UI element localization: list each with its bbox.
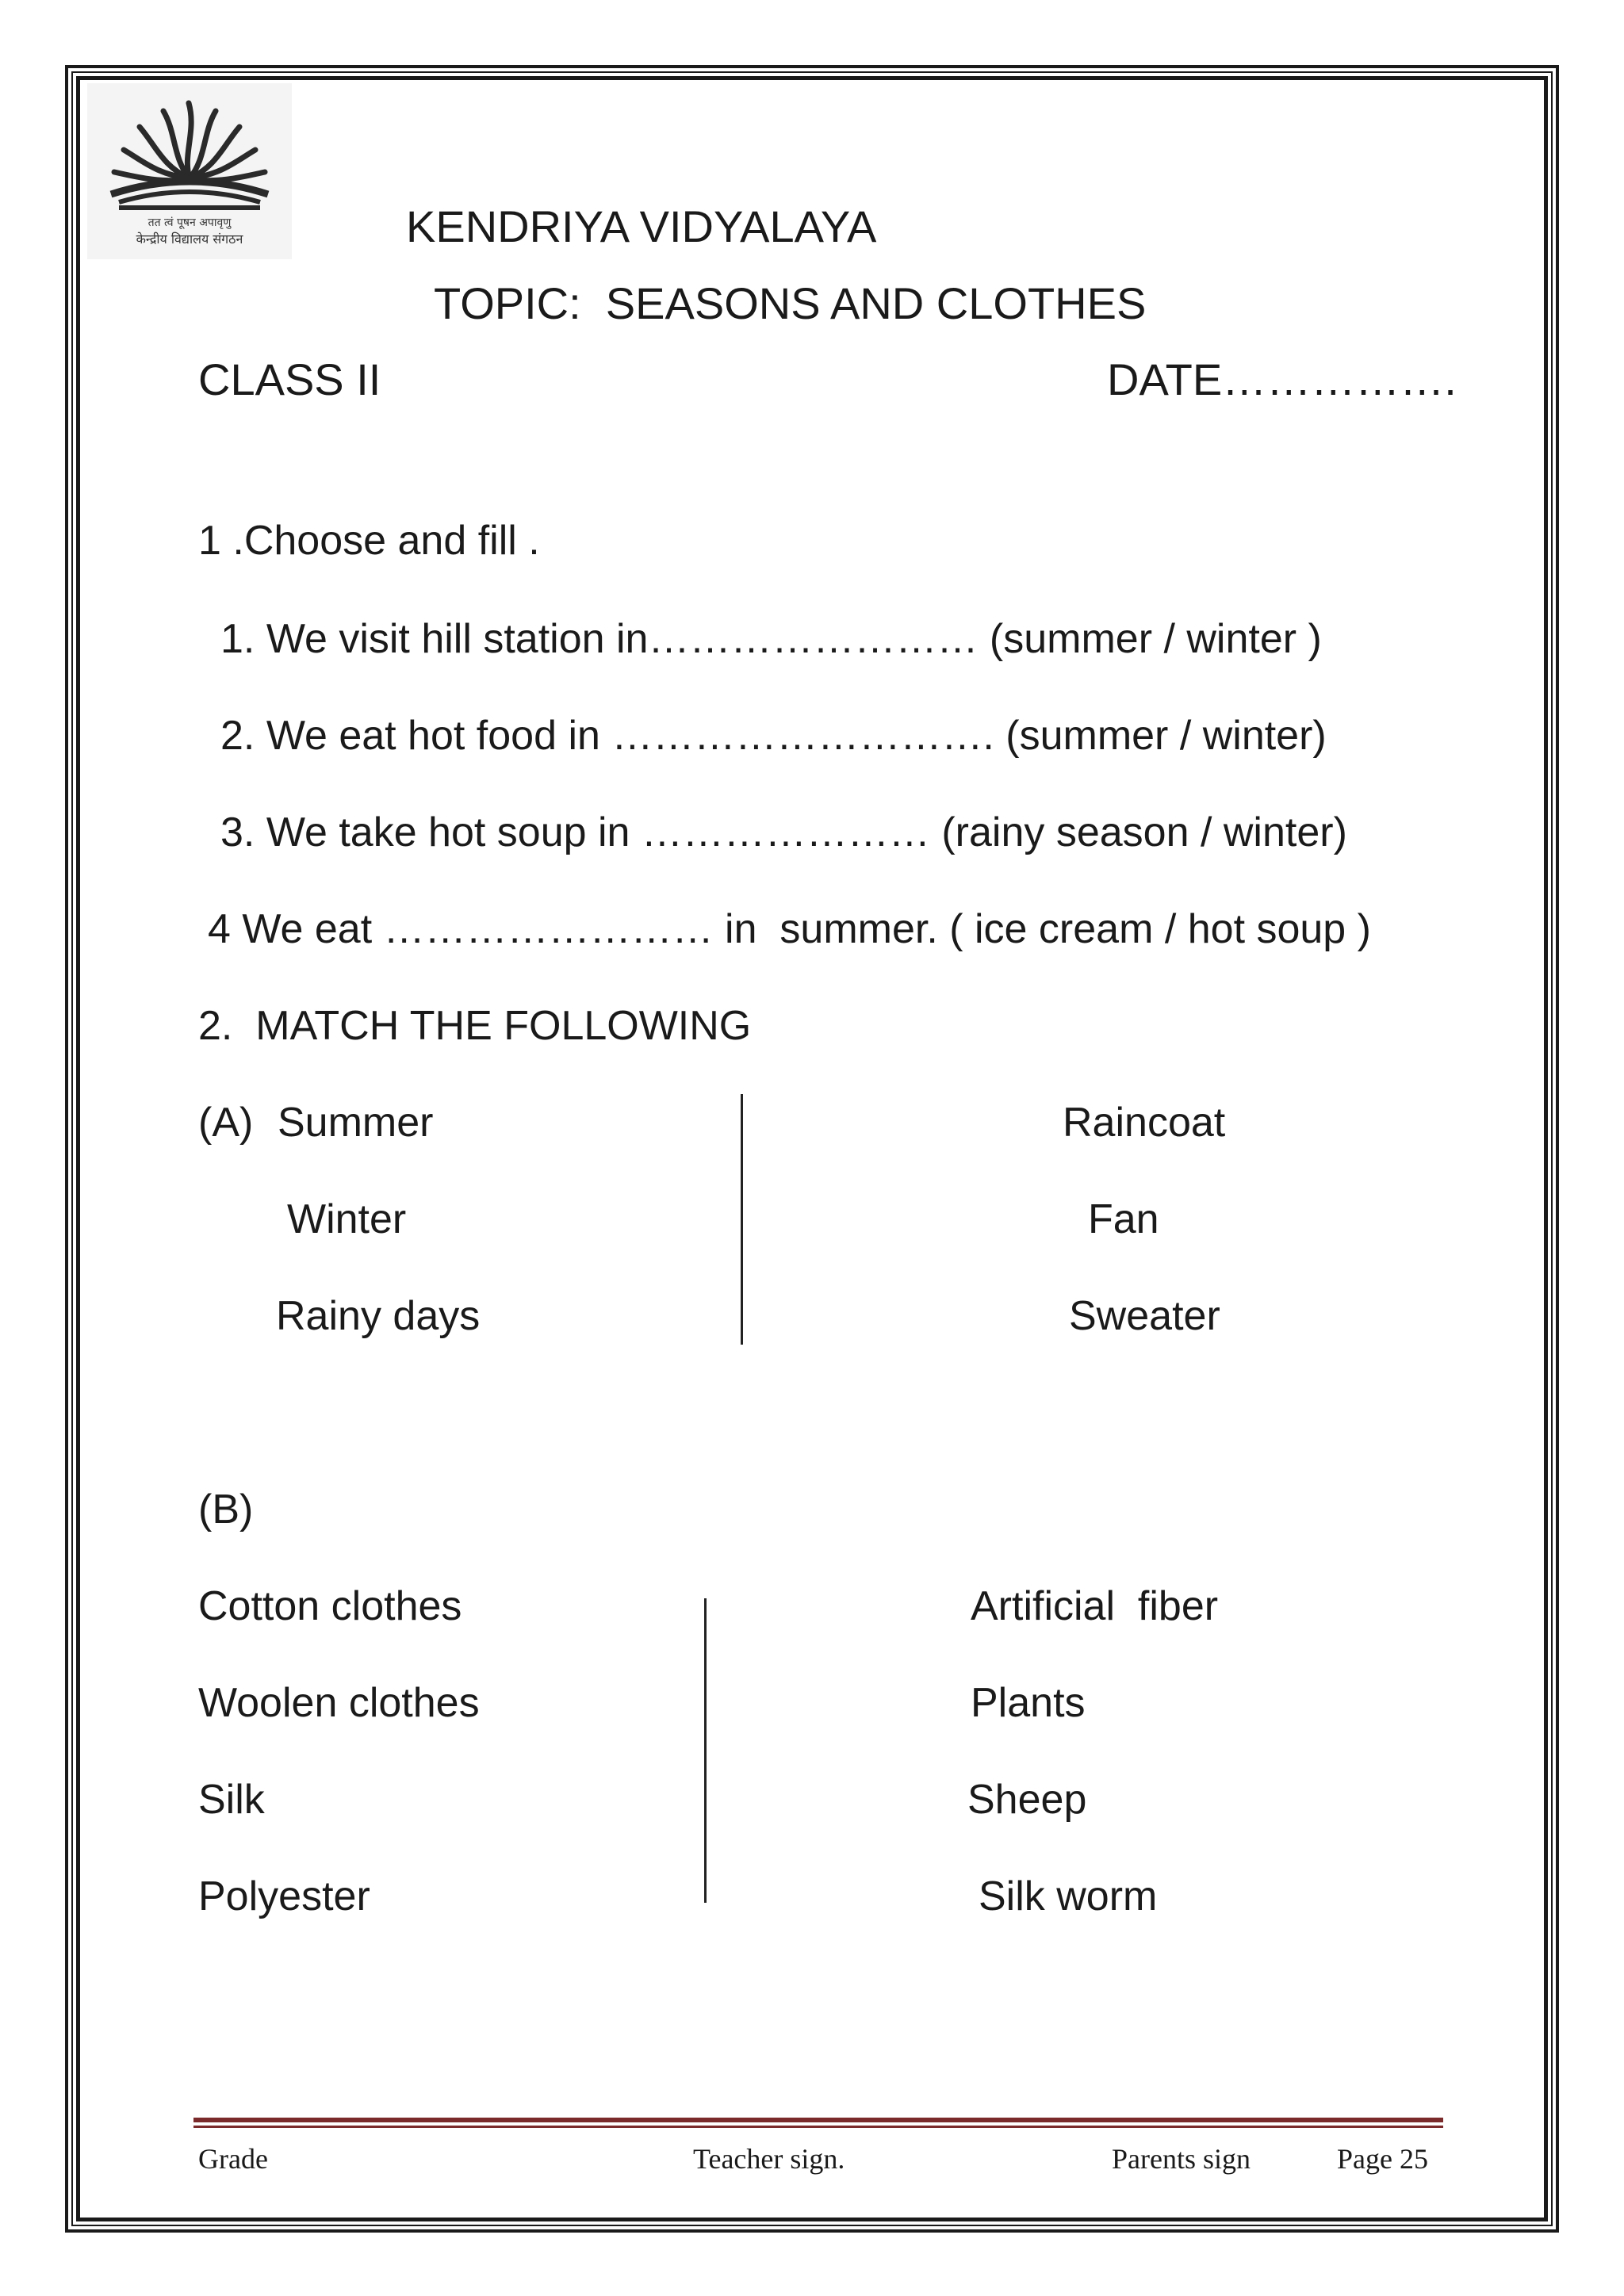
logo-org-name: केन्द्रीय विद्यालय संगठन xyxy=(136,232,243,247)
footer-rule-thin xyxy=(193,2126,1443,2128)
footer-parents-sign: Parents sign xyxy=(1112,2143,1251,2175)
footer-rule-thick xyxy=(193,2118,1443,2122)
match-b-left-2: Woolen clothes xyxy=(198,1680,480,1726)
footer-grade: Grade xyxy=(198,2143,268,2175)
part-a-label: (A) xyxy=(198,1100,254,1146)
school-name: KENDRIYA VIDYALAYA xyxy=(406,201,877,251)
q1-item-4: 4 We eat …………………… in summer. ( ice cream / hot soup ) xyxy=(208,906,1371,952)
q2-heading: 2. MATCH THE FOLLOWING xyxy=(198,1003,752,1049)
match-a-divider xyxy=(741,1094,743,1345)
match-a-right-3: Sweater xyxy=(1069,1293,1220,1339)
q1-item-3: 3. We take hot soup in ………………… (rainy season / winter) xyxy=(220,809,1347,855)
match-b-right-2: Plants xyxy=(971,1680,1086,1726)
q1-heading: 1 .Choose and fill . xyxy=(198,518,540,564)
match-a-left-3: Rainy days xyxy=(276,1293,481,1339)
match-b-left-3: Silk xyxy=(198,1777,265,1823)
match-b-right-3: Sheep xyxy=(967,1777,1087,1823)
match-b-divider xyxy=(704,1598,707,1903)
sun-emblem-icon xyxy=(87,83,292,259)
match-a-right-1: Raincoat xyxy=(1063,1100,1226,1146)
match-b-left-1: Cotton clothes xyxy=(198,1583,462,1629)
logo-motto: तत त्वं पूषन अपावृणु xyxy=(147,216,232,229)
match-a-left-1: Summer xyxy=(278,1100,434,1146)
class-label: CLASS II xyxy=(198,354,381,404)
match-b-right-1: Artificial fiber xyxy=(971,1583,1219,1629)
match-b-right-4: Silk worm xyxy=(979,1873,1158,1919)
match-a-left-2: Winter xyxy=(287,1196,407,1242)
q1-item-2: 2. We eat hot food in ………………………. (summer / winter) xyxy=(220,713,1327,759)
topic-title: TOPIC: SEASONS AND CLOTHES xyxy=(434,278,1147,328)
page-number: Page 25 xyxy=(1337,2143,1428,2175)
match-b-left-4: Polyester xyxy=(198,1873,370,1919)
match-a-right-2: Fan xyxy=(1088,1196,1159,1242)
part-b-label: (B) xyxy=(198,1487,254,1533)
q1-item-1: 1. We visit hill station in…………………… (summer / winter ) xyxy=(220,616,1322,662)
footer-teacher-sign: Teacher sign. xyxy=(693,2143,845,2175)
kv-logo xyxy=(87,83,292,259)
date-field: DATE……………. xyxy=(1107,354,1457,404)
